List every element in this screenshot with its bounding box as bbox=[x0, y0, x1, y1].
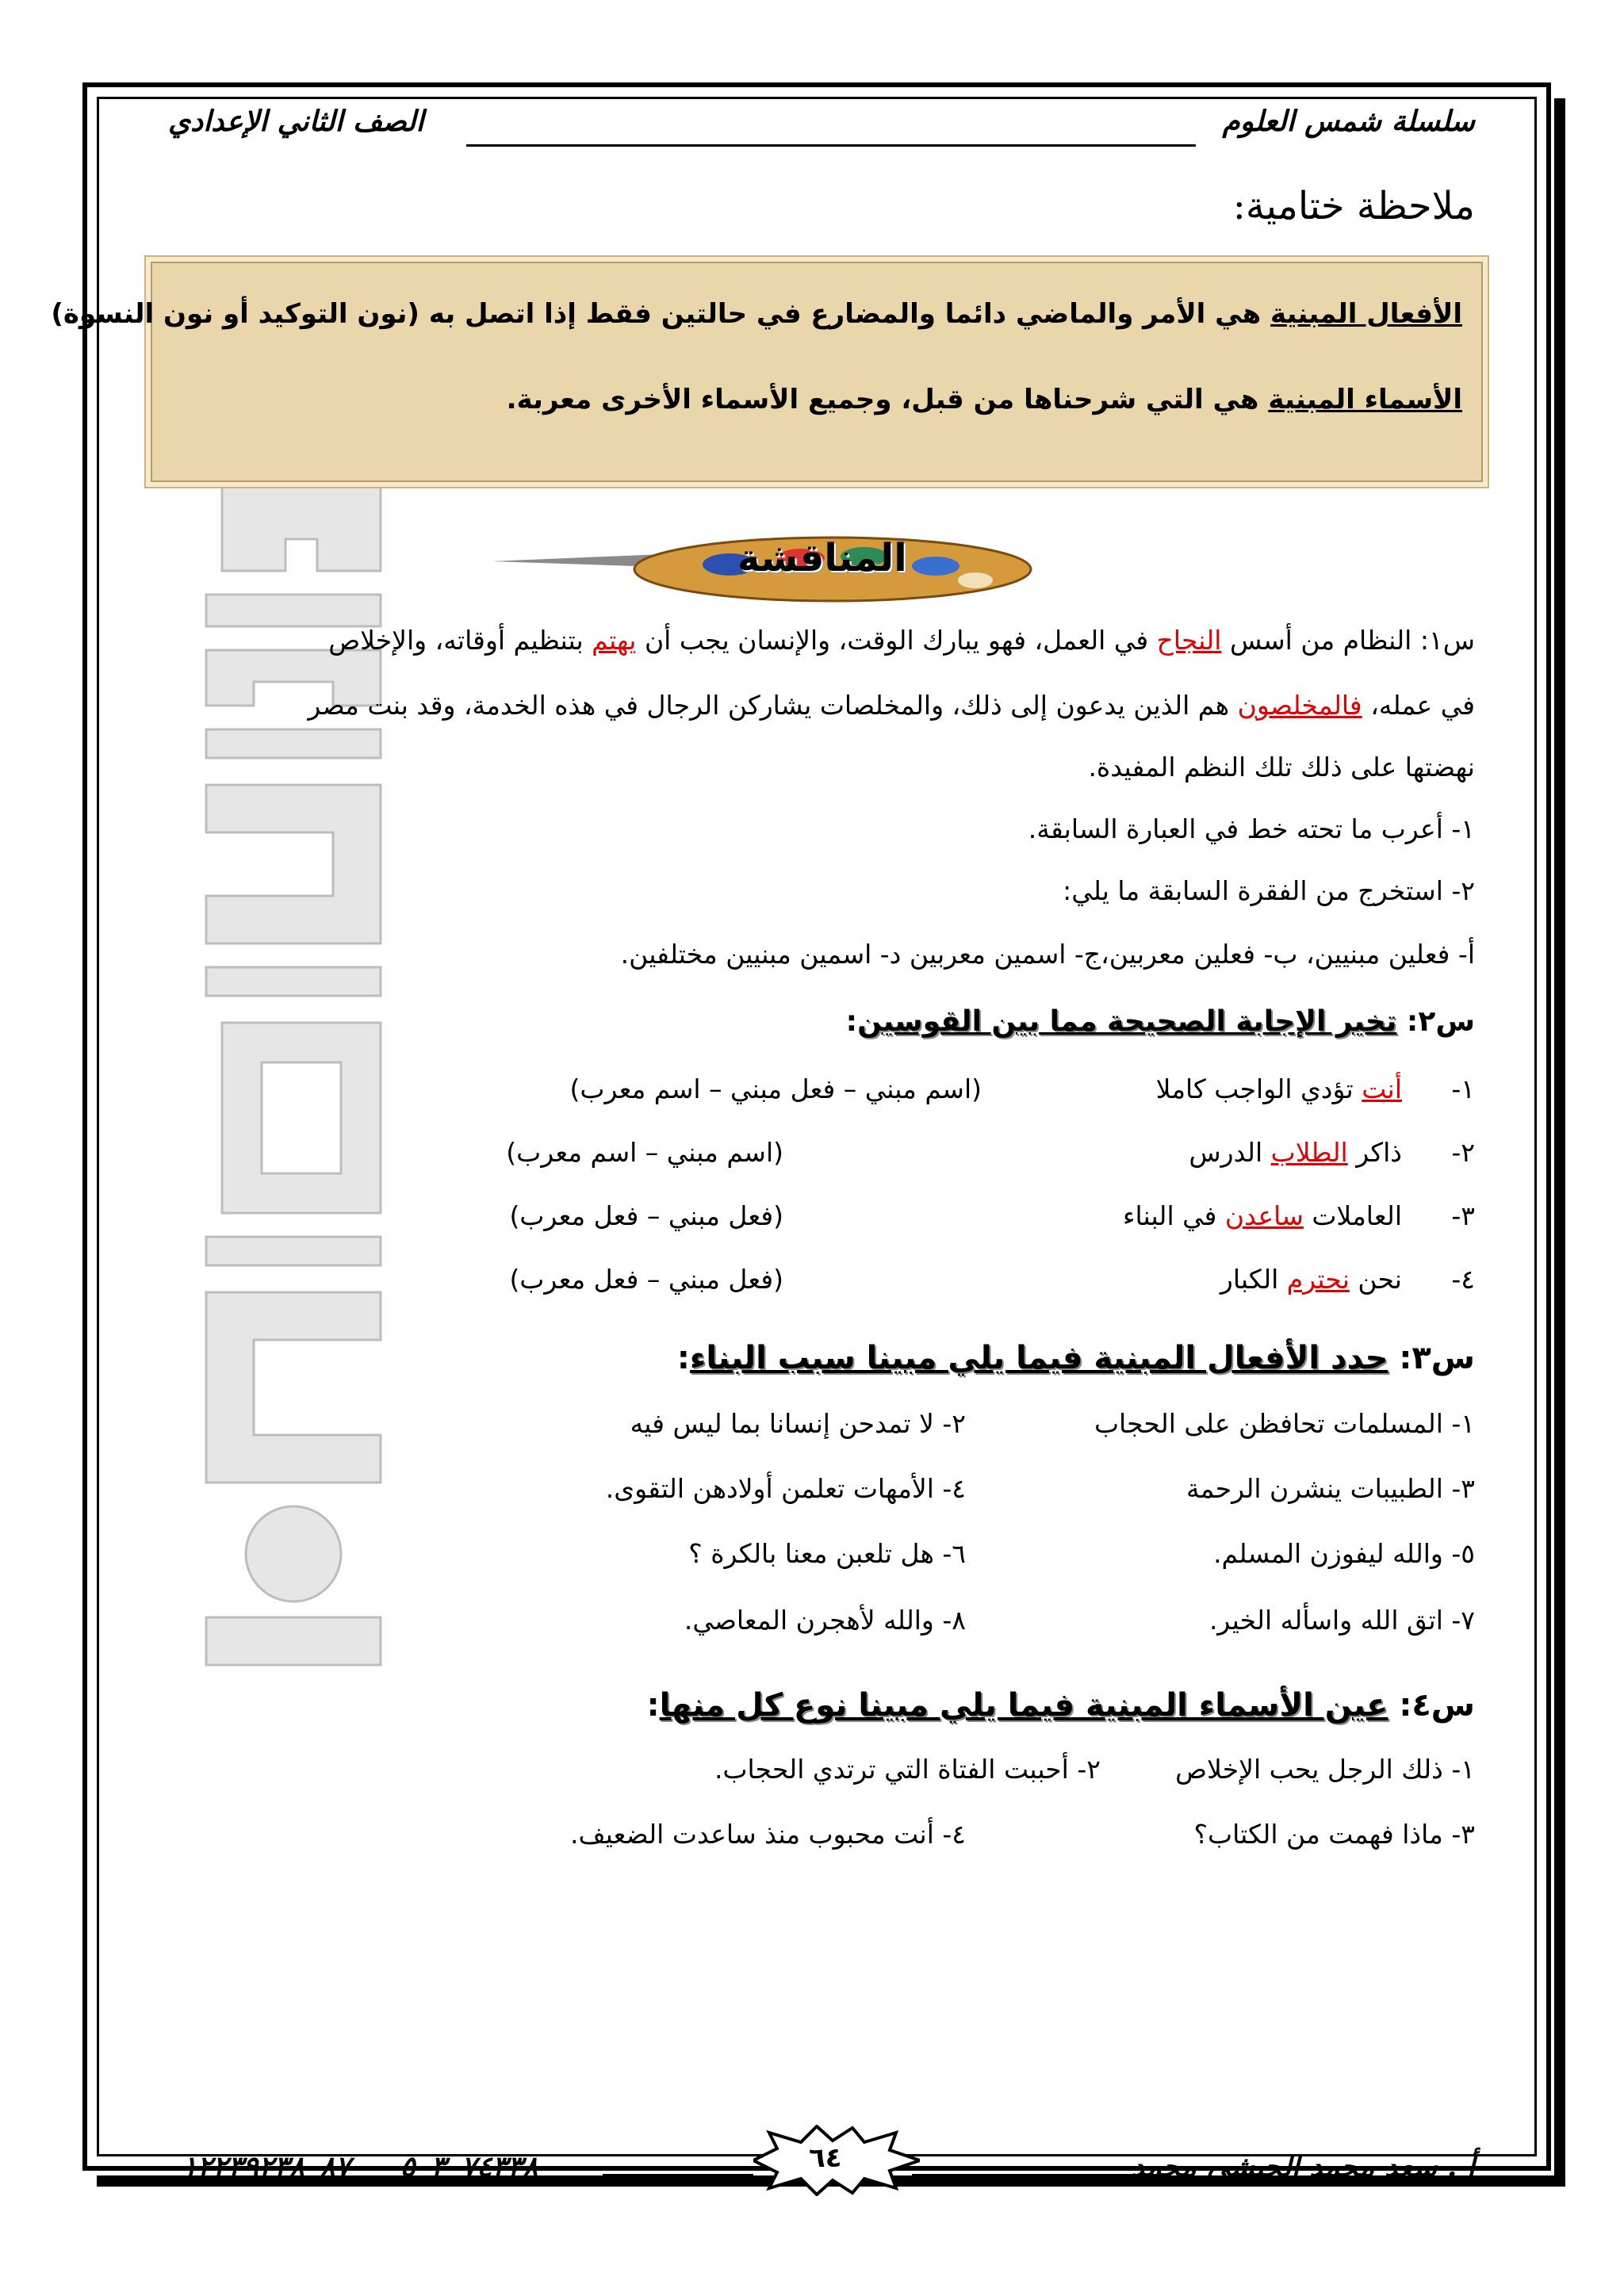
q1-line-3: نهضتها على ذلك تلك النظم المفيدة. bbox=[1088, 752, 1475, 783]
q2-target-word: الطلاب bbox=[1270, 1137, 1348, 1168]
q3-item: ٧- اتق الله واسأله الخير. bbox=[1208, 1605, 1475, 1636]
note-nouns-term: الأسماء المبنية bbox=[1268, 384, 1462, 415]
q2-row-choices: (فعل مبني – فعل معرب) bbox=[509, 1264, 783, 1295]
note-verbs-line bbox=[51, 298, 1462, 330]
q2-sentence-post: في البناء bbox=[1122, 1200, 1225, 1231]
q2-row-number: ٢- bbox=[1451, 1137, 1475, 1168]
q3-item: ٥- والله ليفوزن المسلم. bbox=[1213, 1538, 1475, 1569]
q3-item: ٢- لا تمدحن إنسانا بما ليس فيه bbox=[630, 1408, 966, 1439]
q2-sentence-pre: العاملات bbox=[1303, 1200, 1402, 1231]
q2-row-choices: (اسم مبني – فعل مبني – اسم معرب) bbox=[569, 1073, 982, 1104]
q2-row-choices: (اسم مبني – اسم معرب) bbox=[506, 1137, 783, 1168]
page-number: ٦٤ bbox=[809, 2142, 842, 2174]
q3-label: س٣: bbox=[1388, 1340, 1475, 1376]
closing-note-box bbox=[51, 262, 1483, 482]
q1-text-b: في العمل، فهو يبارك الوقت، والإنسان يجب أن bbox=[636, 625, 1157, 656]
q2-row-sentence bbox=[1156, 1073, 1402, 1104]
q4-item: ٢- أحببت الفتاة التي ترتدي الحجاب. bbox=[714, 1754, 1101, 1785]
q2-row-sentence bbox=[1189, 1137, 1402, 1168]
note-verbs-term: الأفعال المبنية bbox=[1270, 298, 1462, 330]
q1-item-1: ١- أعرب ما تحته خط في العبارة السابقة. bbox=[1028, 813, 1475, 844]
q2-heading: س٢: تخير الإجابة الصحيحة مما بين القوسين: bbox=[845, 1005, 1475, 1038]
q2-row-sentence bbox=[1220, 1264, 1402, 1295]
q1-word-najah: النجاح bbox=[1156, 625, 1222, 656]
q2-target-word: نحترم bbox=[1286, 1264, 1350, 1295]
note-nouns-line bbox=[507, 384, 1462, 415]
q1-line-2 bbox=[308, 690, 1475, 721]
footer-phones: ٠٥٠٣٠٧٤٣٣٨ – ٠١٢٢٣٩٢٣٨٠٨٧ bbox=[167, 2150, 538, 2183]
q4-item: ٤- أنت محبوب منذ ساعدت الضعيف. bbox=[569, 1819, 966, 1850]
q1-word-yahtam: يهتم bbox=[592, 625, 637, 656]
q4-item: ١- ذلك الرجل يحب الإخلاص bbox=[1175, 1754, 1475, 1785]
q3-item: ٨- والله لأهجرن المعاصي. bbox=[684, 1605, 966, 1636]
q1-text-c: بتنظيم أوقاته، والإخلاص bbox=[328, 625, 592, 656]
q1-item-3: أ- فعلين مبنيين، ب- فعلين معربين،ج- اسمين معربين د- اسمين مبنيين مختلفين. bbox=[620, 939, 1475, 970]
closing-note-title: ملاحظة ختامية: bbox=[1232, 184, 1475, 228]
discussion-title: المناقشة bbox=[737, 536, 907, 580]
watermark-logo bbox=[174, 476, 396, 1681]
footer-author: أ . سعد محمد الحبشي محمد bbox=[1131, 2150, 1475, 2183]
q3-item: ٦- هل تلعبن معنا بالكرة ؟ bbox=[688, 1538, 966, 1569]
q2-row-number: ٣- bbox=[1451, 1200, 1475, 1231]
q1-text-e: هم الذين يدعون إلى ذلك، والمخلصات يشاركن الرجال في هذه الخدمة، وقد بنت مصر bbox=[308, 690, 1238, 721]
q1-text-d: في عمله، bbox=[1362, 690, 1475, 721]
q4-title: عين الأسماء المبنية فيما يلي مبينا نوع كل منها bbox=[659, 1687, 1388, 1724]
q2-sentence-pre: نحن bbox=[1349, 1264, 1402, 1295]
q3-item: ٣- الطبيبات ينشرن الرحمة bbox=[1185, 1473, 1475, 1504]
q4-item: ٣- ماذا فهمت من الكتاب؟ bbox=[1193, 1819, 1475, 1850]
q2-row-number: ١- bbox=[1451, 1073, 1475, 1104]
q2-title: تخير الإجابة الصحيحة مما بين القوسين bbox=[857, 1005, 1397, 1038]
q4-label: س٤: bbox=[1388, 1687, 1475, 1724]
q2-target-word: ساعدن bbox=[1224, 1200, 1304, 1231]
header-series-title: سلسلة شمس العلوم bbox=[1222, 105, 1475, 138]
header-grade: الصف الثاني الإعدادي bbox=[168, 105, 424, 138]
q2-sentence-post: الدرس bbox=[1189, 1137, 1271, 1168]
q3-title: حدد الأفعال المبنية فيما يلي مبينا سبب البناء bbox=[689, 1340, 1388, 1376]
q3-heading: س٣: حدد الأفعال المبنية فيما يلي مبينا سبب البناء: bbox=[676, 1340, 1475, 1376]
footer-divider-right bbox=[912, 2174, 1134, 2176]
footer-divider-left bbox=[603, 2174, 753, 2176]
q1-item-2: ٢- استخرج من الفقرة السابقة ما يلي: bbox=[1063, 875, 1475, 906]
q1-text-a: س١: النظام من أسس bbox=[1221, 625, 1475, 656]
q3-item: ١- المسلمات تحافظن على الحجاب bbox=[1094, 1408, 1475, 1439]
q1-line-1 bbox=[328, 625, 1475, 656]
q3-item: ٤- الأمهات تعلمن أولادهن التقوى. bbox=[605, 1473, 966, 1504]
note-nouns-text: هي التي شرحناها من قبل، وجميع الأسماء الأخرى معربة. bbox=[506, 384, 1269, 415]
q2-row-choices: (فعل مبني – فعل معرب) bbox=[509, 1200, 783, 1231]
note-verbs-text: هي الأمر والماضي دائما والمضارع في حالتين فقط إذا اتصل به (نون التوكيد أو نون النسوة) bbox=[51, 298, 1270, 330]
q4-heading: س٤: عين الأسماء المبنية فيما يلي مبينا نوع كل منها: bbox=[646, 1687, 1475, 1724]
q2-sentence-post: تؤدي الواجب كاملا bbox=[1155, 1073, 1362, 1104]
q1-word-mukhlisun: فالمخلصون bbox=[1237, 690, 1362, 721]
q2-label: س٢: bbox=[1396, 1005, 1475, 1038]
q2-target-word: أنت bbox=[1362, 1073, 1402, 1104]
q2-sentence-post: الكبار bbox=[1220, 1264, 1287, 1295]
q2-sentence-pre: ذاكر bbox=[1347, 1137, 1402, 1168]
q2-row-sentence bbox=[1123, 1200, 1402, 1231]
header-divider bbox=[466, 144, 1196, 147]
q2-row-number: ٤- bbox=[1451, 1264, 1475, 1295]
